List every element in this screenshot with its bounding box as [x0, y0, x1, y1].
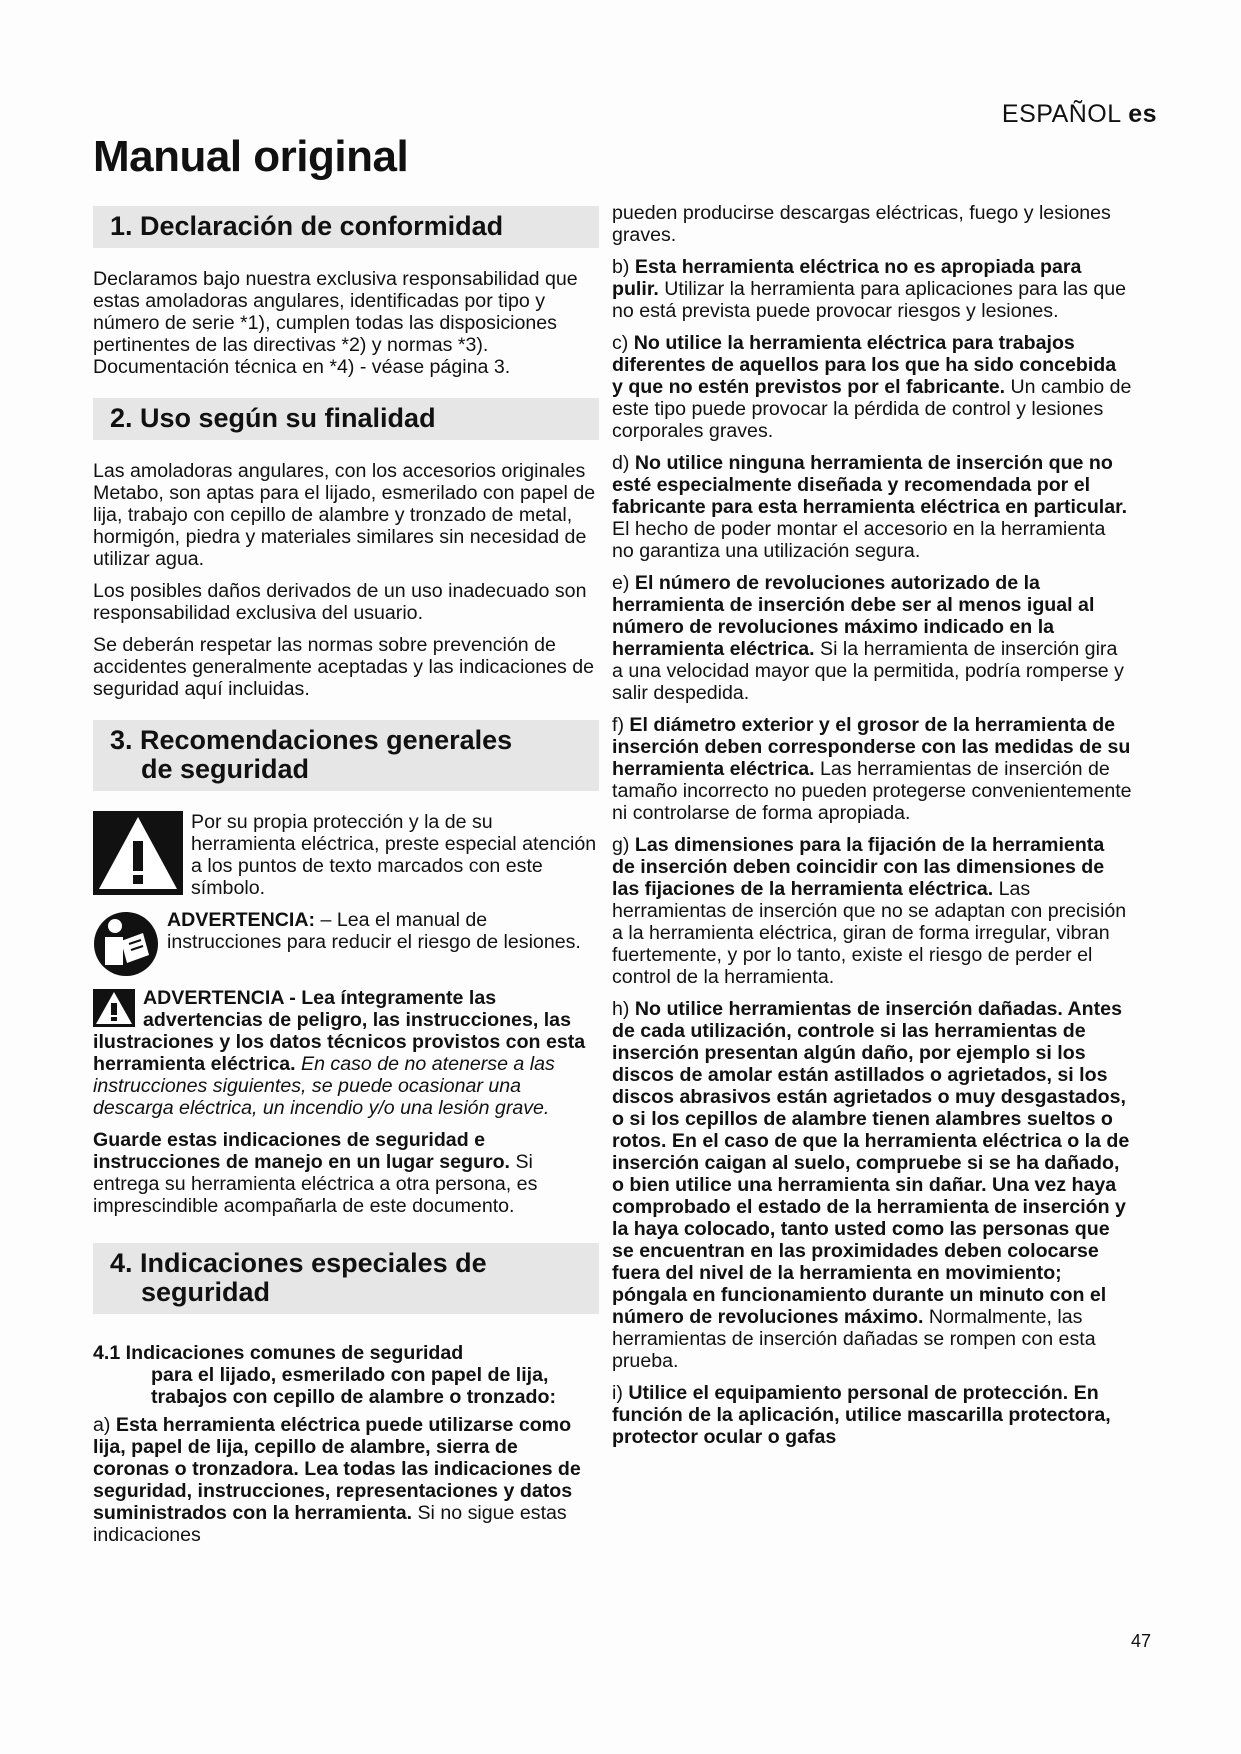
section-1-heading: 1. Declaración de conformidad — [93, 206, 599, 248]
section-4-heading: 4. Indicaciones especiales de seguridad — [93, 1243, 599, 1314]
warning-small-icon — [93, 989, 135, 1027]
item-h: h) No utilice herramientas de inserción dañadas. Antes de cada utilización, controle si las herramientas de inserción presentan algún daño, por ejemplo si los discos de amolar están astillados o agrietados, si los discos abrasivos están agrietados o muy desgastados, o si los cepillos de alambre tienen alambres sueltos o rotos. En el caso de que la herramienta eléctrica o la de inserción caigan al suelo, compruebe si se ha dañado, o bien utilice una herramienta sin dañar. Una vez haya comprobado el estado de la herramienta de inserción y la haya colocado, tanto usted como las personas que se encuentran en las proximidades deben colocarse fuera del nivel de la herramienta en movimiento; póngala en funcionamiento durante un minuto con el número de revoluciones máximo. Normalmente, las herramientas de inserción dañadas se rompen con esta prueba. — [612, 998, 1130, 1372]
item-e: e) El número de revoluciones autorizado de la herramienta de inserción debe ser al menos igual al número de revoluciones máximo indicado en la herramienta eléctrica. Si la herramienta de inserción gira a una velocidad mayor que la permitida, podría romperse y salir despedida. — [612, 572, 1124, 704]
item-g: g) Las dimensiones para la fijación de la herramienta de inserción deben coincidir con las dimensiones de las fijaciones de la herramienta eléctrica. Las herramientas de inserción que no se adaptan con precisión a la herramienta eléctrica, giran de forma irregular, vibran fuertemente, y por lo tanto, existe el riesgo de perder el control de la herramienta. — [612, 834, 1127, 988]
language-code: es — [1128, 100, 1157, 128]
page-title: Manual original — [93, 132, 409, 181]
warning-triangle-icon — [93, 811, 183, 895]
section-1-body: Declaramos bajo nuestra exclusiva responsabilidad que estas amoladoras angulares, identificadas por tipo y número de serie *1), cumplen todas las disposiciones pertinentes de las directivas *2) y normas *3). Documentación técnica en *4) - véase página 3. — [93, 268, 578, 378]
item-f: f) El diámetro exterior y el grosor de la herramienta de inserción deben corresponderse con las medidas de su herramienta eléctrica. Las herramientas de inserción de tamaño incorrecto no pueden protegerse convenientemente ni controlarse de forma apropiada. — [612, 714, 1132, 824]
item-b: b) Esta herramienta eléctrica no es apropiada para pulir. Utilizar la herramienta para aplicaciones para las que no está prevista puede provocar riesgos y lesiones. — [612, 256, 1127, 322]
item-c: c) No utilice la herramienta eléctrica para trabajos diferentes de aquellos para los que ha sido concebida y que no estén previstos por el fabricante. Un cambio de este tipo puede provocar la pérdida de control y lesiones corporales graves. — [612, 332, 1132, 442]
symbol-explanation: Por su propia protección y la de su herramienta eléctrica, preste especial atención a los puntos de texto marcados con este símbolo. — [191, 811, 597, 899]
section-2-paragraph: Las amoladoras angulares, con los accesorios originales Metabo, son aptas para el lijado, esmerilado con papel de lija, trabajo con cepillo de alambre y tronzado de metal, hormigón, piedra y materiales similares sin necesidad de utilizar agua. — [93, 460, 596, 570]
item-d: d) No utilice ninguna herramienta de inserción que no esté especialmente diseñada y recomendada por el fabricante para esta herramienta eléctrica en particular. El hecho de poder montar el accesorio en la herramienta no garantiza una utilización segura. — [612, 452, 1128, 562]
section-3-heading: 3. Recomendaciones generales de seguridad — [93, 720, 599, 791]
section-2-paragraph: Se deberán respetar las normas sobre prevención de accidentes generalmente aceptadas y las indicaciones de seguridad aquí incluidas. — [93, 634, 595, 700]
general-warning: ADVERTENCIA - Lea íntegramente las advertencias de peligro, las instrucciones, las ilustraciones y los datos técnicos provistos con esta herramienta eléctrica. En caso de no atenerse a las instrucciones siguientes, se puede ocasionar una descarga eléctrica, un incendio y/o una lesión grave. — [93, 987, 586, 1119]
item-i: i) Utilice el equipamiento personal de protección. En función de la aplicación, utilice mascarilla protectora, protector ocular o gafas — [612, 1382, 1111, 1448]
warning-read-manual: ADVERTENCIA: – Lea el manual de instrucciones para reducir el riesgo de lesiones. — [167, 909, 581, 953]
read-manual-icon — [93, 911, 159, 977]
page-number: 47 — [1130, 1631, 1151, 1651]
language-header: ESPAÑOL es — [1001, 100, 1157, 128]
section-2-heading: 2. Uso según su finalidad — [93, 398, 599, 440]
warning-symbol-note — [93, 811, 599, 899]
continued-text: pueden producirse descargas eléctricas, fuego y lesiones graves. — [612, 202, 1111, 246]
right-column — [612, 202, 1132, 1458]
section-2-paragraph: Los posibles daños derivados de un uso inadecuado son responsabilidad exclusiva del usuario. — [93, 580, 587, 624]
keep-instructions: Guarde estas indicaciones de seguridad e instrucciones de manejo en un lugar seguro. Si entrega su herramienta eléctrica a otra persona, es imprescindible acompañarla de este documento. — [93, 1129, 538, 1217]
item-a: a) Esta herramienta eléctrica puede utilizarse como lija, papel de lija, cepillo de alambre, sierra de coronas o tronzadora. Lea todas las indicaciones de seguridad, instrucciones, representaciones y datos suministrados con la herramienta. Si no sigue estas indicaciones — [93, 1414, 581, 1546]
subsection-4-1-heading: 4.1 Indicaciones comunes de seguridad para el lijado, esmerilado con papel de lija, trabajos con cepillo de alambre o tronzado: — [93, 1342, 557, 1408]
left-column — [93, 206, 599, 1556]
read-manual-warning — [93, 909, 599, 977]
